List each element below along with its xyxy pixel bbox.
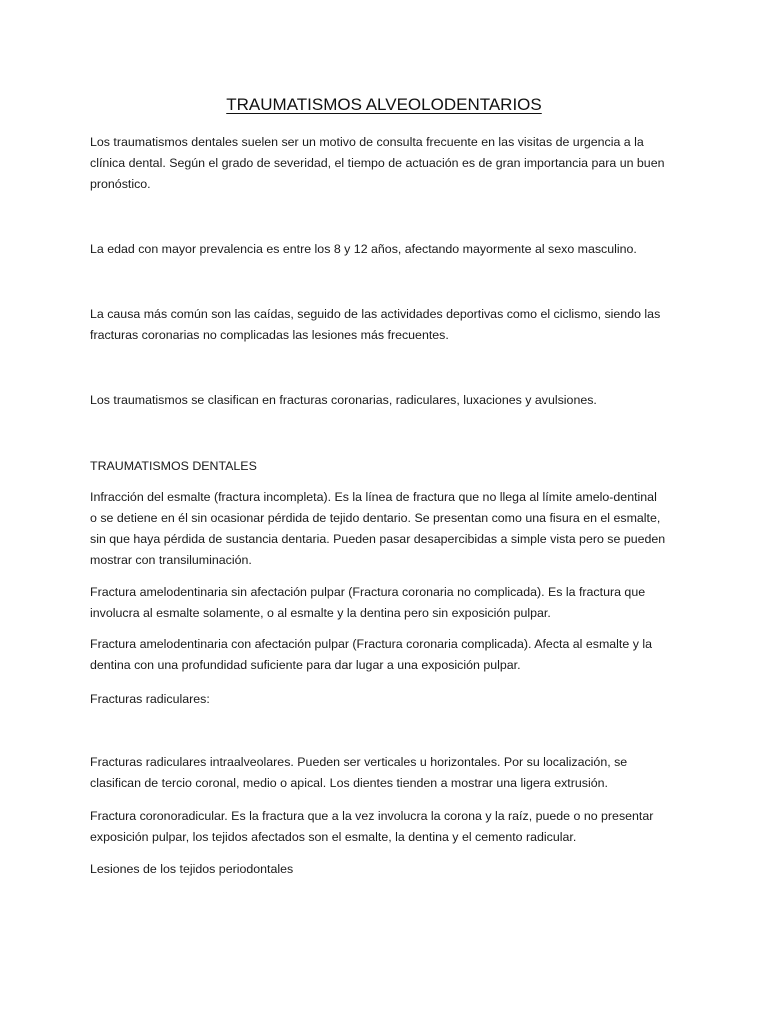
- paragraph-root-fractures-heading: [90, 689, 690, 710]
- paragraph-intraalveolar-fractures: [90, 752, 690, 794]
- text-line: Fractura coronoradicular. Es la fractura que a la vez involucra la corona y la raíz, puede o no presentar: [90, 809, 654, 823]
- text-line: fracturas coronarias no complicadas las lesiones más frecuentes.: [90, 328, 449, 342]
- text-line: exposición pulpar, los tejidos afectados son el esmalte, la dentina y el cemento radicular.: [90, 830, 577, 844]
- text-line: Fracturas radiculares:: [90, 692, 210, 706]
- text-line: involucra al esmalte solamente, o al esmalte y la dentina pero sin exposición pulpar.: [90, 606, 551, 620]
- text-line: dentina con una profundidad suficiente para dar lugar a una exposición pulpar.: [90, 658, 521, 672]
- text-line: mostrar con transiluminación.: [90, 553, 252, 567]
- text-line: sin que haya pérdida de sustancia dentaria. Pueden pasar desapercibidas a simple vista pero se pueden: [90, 532, 666, 546]
- section-heading-dental-trauma: [90, 456, 690, 477]
- text-line: Fractura amelodentinaria sin afectación pulpar (Fractura coronaria no complicada). Es la fractura que: [90, 585, 646, 599]
- text-line: Los traumatismos se clasifican en fracturas coronarias, radiculares, luxaciones y avulsiones.: [90, 393, 597, 407]
- text-line: La edad con mayor prevalencia es entre los 8 y 12 años, afectando mayormente al sexo masculino.: [90, 242, 637, 256]
- paragraph-uncomplicated-fracture: [90, 582, 690, 624]
- text-line: Lesiones de los tejidos periodontales: [90, 862, 294, 876]
- document-title: TRAUMATISMOS ALVEOLODENTARIOS: [226, 95, 542, 114]
- text-line: Fractura amelodentinaria con afectación pulpar (Fractura coronaria complicada). Afecta al esmalte y la: [90, 637, 652, 651]
- paragraph-complicated-fracture: [90, 634, 690, 676]
- text-line: TRAUMATISMOS DENTALES: [90, 459, 257, 473]
- paragraph-causes: [90, 304, 690, 346]
- paragraph-intro: [90, 132, 690, 195]
- text-line: clasifican de tercio coronal, medio o apical. Los dientes tienden a mostrar una ligera extrusión.: [90, 776, 608, 790]
- paragraph-prevalence: [90, 239, 690, 260]
- text-line: clínica dental. Según el grado de severidad, el tiempo de actuación es de gran importancia para un buen: [90, 156, 665, 170]
- paragraph-crown-root-fracture: [90, 806, 690, 848]
- paragraph-periodontal-lesions: [90, 859, 690, 880]
- text-line: pronóstico.: [90, 177, 151, 191]
- text-line: Los traumatismos dentales suelen ser un motivo de consulta frecuente en las visitas de urgencia a la: [90, 135, 644, 149]
- text-line: Fracturas radiculares intraalveolares. Pueden ser verticales u horizontales. Por su localización, se: [90, 755, 628, 769]
- paragraph-enamel-infraction: [90, 487, 690, 571]
- paragraph-classification: [90, 390, 690, 411]
- text-line: o se detiene en él sin ocasionar pérdida de tejido dentario. Se presentan como una fisura en el esmalte,: [90, 511, 661, 525]
- text-line: Infracción del esmalte (fractura incompleta). Es la línea de fractura que no llega al límite amelo-dentinal: [90, 490, 657, 504]
- text-line: La causa más común son las caídas, seguido de las actividades deportivas como el ciclismo, siendo las: [90, 307, 661, 321]
